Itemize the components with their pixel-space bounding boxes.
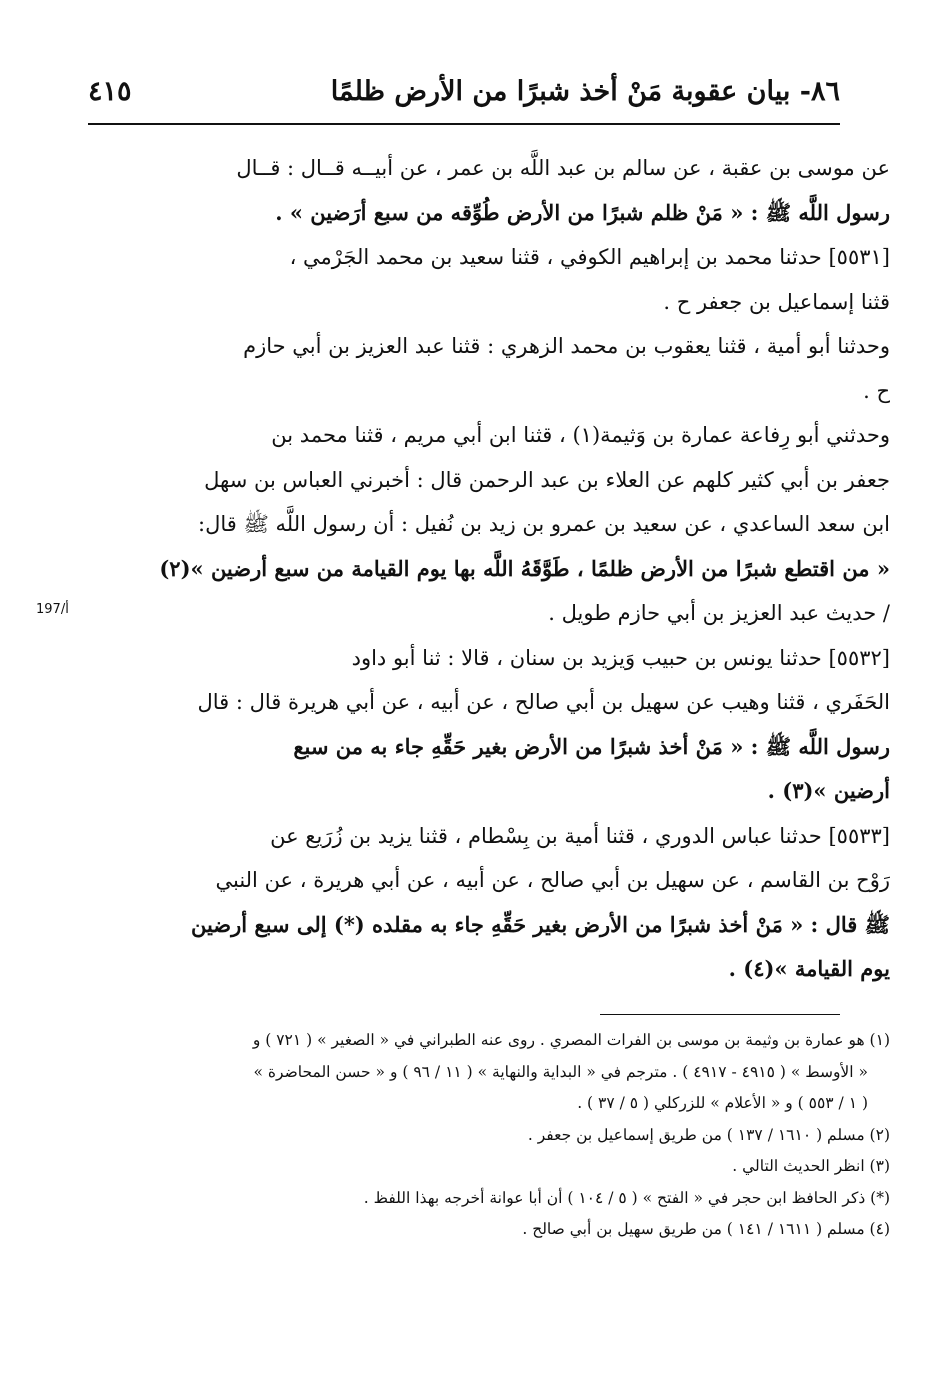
text-line: ﷺ قال : « مَنْ أخذ شبرًا من الأرض بغير حَقِّهِ جاء به مقلده (*) إلى سبع أرضين xyxy=(190,911,890,937)
footnote-line: (*) ذكر الحافظ ابن حجر في « الفتح » ( ٥ / ١٠٤ ) أن أبا عوانة أخرجه بهذا اللفظ . xyxy=(363,1188,890,1207)
footnotes xyxy=(88,1025,890,1246)
paragraph xyxy=(88,146,890,992)
footnote-line: (٤) مسلم ( ١٦١١ / ١٤١ ) من طريق سهيل بن أبي صالح . xyxy=(522,1220,890,1238)
body-text xyxy=(88,146,890,992)
footnote-line: « الأوسط » ( ٤٩١٥ - ٤٩١٧ ) . مترجم في « البداية والنهاية » ( ١١ / ٩٦ ) و « حسن المحاضرة » xyxy=(253,1062,868,1081)
text-line: جعفر بن أبي كثير كلهم عن العلاء بن عبد الرحمن قال : أخبرني العباس بن سهل xyxy=(204,467,890,492)
footnote-line: (٢) مسلم ( ١٦١٠ / ١٣٧ ) من طريق إسماعيل بن جعفر . xyxy=(527,1125,890,1144)
text-line: / حديث عبد العزيز بن أبي حازم طويل . xyxy=(548,601,890,625)
footnote-line: (٣) انظر الحديث التالي . xyxy=(732,1157,890,1175)
text-line: ح . xyxy=(863,378,890,403)
text-line: رسول اللَّه ﷺ : « مَنْ أخذ شبرًا من الأرض بغير حَقِّهِ جاء به من سبع xyxy=(293,733,890,759)
footnote-line: ( ١ / ٥٥٣ ) و « الأعلام » للزركلي ( ٥ / ٣٧ ) . xyxy=(577,1094,868,1112)
text-line: [٥٥٣١] حدثنا محمد بن إبراهيم الكوفي ، قثنا سعيد بن محمد الجَرْمي ، xyxy=(289,245,890,269)
text-line: « من اقتطع شبرًا من الأرض ظلمًا ، طَوَّقَهُ اللَّه بها يوم القيامة من سبع أرضين »(٢) xyxy=(159,555,890,581)
footnote-divider xyxy=(600,1014,840,1015)
text-line: الحَفَري ، قثنا وهيب عن سهيل بن أبي صالح ، عن أبيه ، عن أبي هريرة قال : قال xyxy=(197,690,890,714)
page-header xyxy=(88,72,840,112)
text-line: رسول اللَّه ﷺ : « مَنْ ظلم شبرًا من الأرض طُوِّقه من سبع أرَضين » . xyxy=(275,199,890,225)
text-line: يوم القيامة »(٤) . xyxy=(728,956,890,981)
header-divider xyxy=(88,123,840,125)
text-line: وحدثني أبو رِفاعة عمارة بن وَثيمة(١) ، قثنا ابن أبي مريم ، قثنا محمد بن xyxy=(271,423,890,447)
footnote-line: (١) هو عمارة بن وثيمة بن موسى بن الفرات المصري . روى عنه الطبراني في « الصغير » ( ٧٢١ ) و xyxy=(252,1031,890,1049)
text-line: [٥٥٣٣] حدثنا عباس الدوري ، قثنا أمية بن بِسْطام ، قثنا يزيد بن زُرَيع عن xyxy=(270,823,890,848)
text-line: أرضين »(٣) . xyxy=(767,778,890,803)
text-line: [٥٥٣٢] حدثنا يونس بن حبيب وَيزيد بن سنان ، قالا : ثنا أبو داود xyxy=(351,645,890,670)
text-line: قثنا إسماعيل بن جعفر ح . xyxy=(663,289,890,314)
page-number: ٤١٥ xyxy=(88,76,132,107)
margin-folio-note: أ/197 xyxy=(36,602,69,617)
text-line: عن موسى بن عقبة ، عن سالم بن عبد اللَّه بن عمر ، عن أبيــه قــال : قــال xyxy=(236,156,890,180)
chapter-title: ٨٦- بيان عقوبة مَنْ أخذ شبرًا من الأرض ظلمًا xyxy=(330,76,840,107)
text-line: ابن سعد الساعدي ، عن سعيد بن عمرو بن زيد بن نُفيل : أن رسول اللَّه ﷺ قال: xyxy=(198,512,890,536)
text-line: رَوْح بن القاسم ، عن سهيل بن أبي صالح ، عن أبيه ، عن أبي هريرة ، عن النبي xyxy=(215,868,890,892)
text-line: وحدثنا أبو أمية ، قثنا يعقوب بن محمد الزهري : قثنا عبد العزيز بن أبي حازم xyxy=(243,334,890,358)
